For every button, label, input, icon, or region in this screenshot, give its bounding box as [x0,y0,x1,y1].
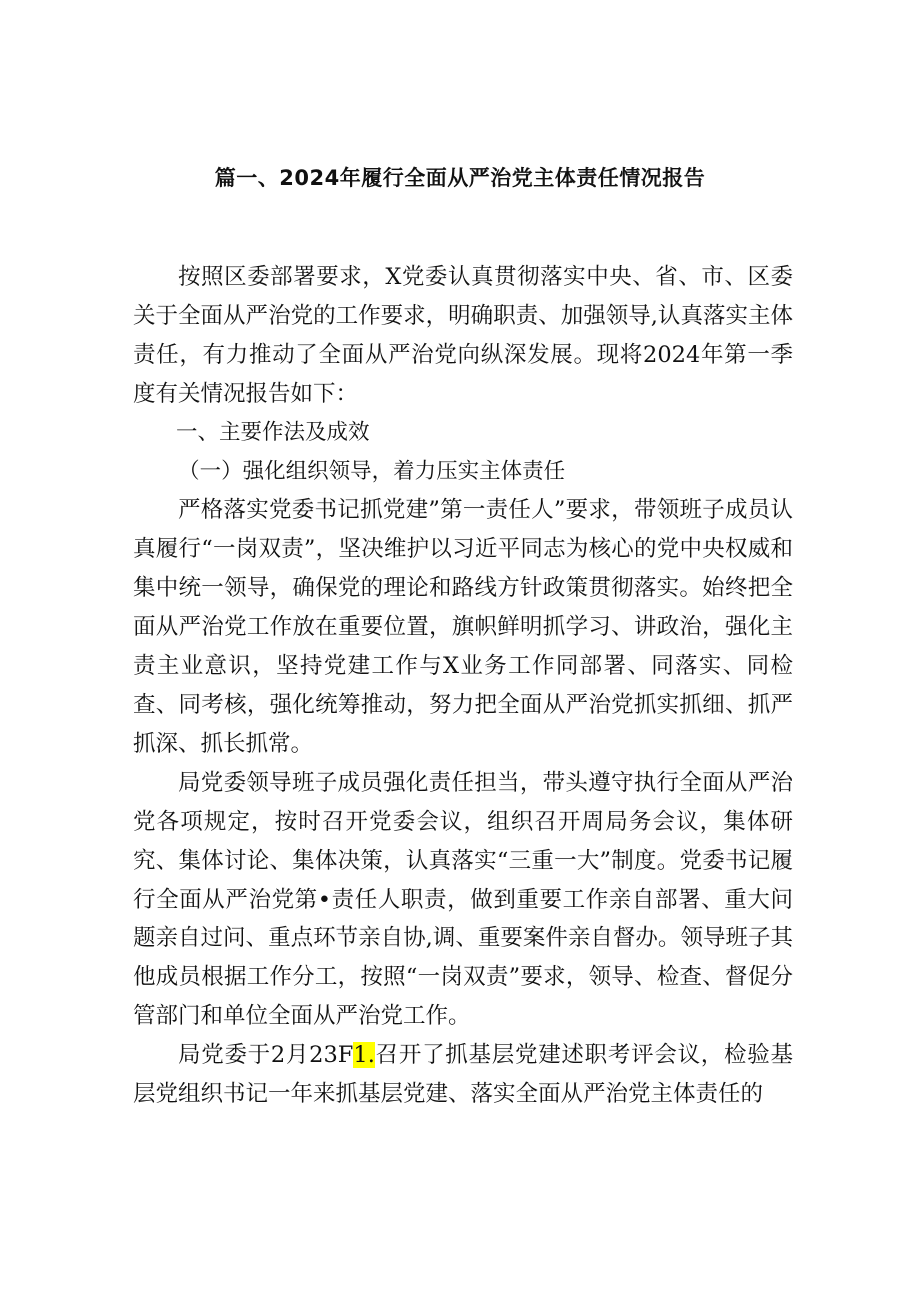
paragraph-3-text-end: 召开了抓基层党建述职考评会议，检验基层党组织书记一年来抓基层党建、落实全面从严治党主体责任的 [133,1042,793,1108]
intro-paragraph: 按照区委部署要求，X党委认真贯彻落实中央、省、市、区委关于全面从严治党的工作要求，明确职责、加强领导,认真落实主体责任，有力推动了全面从严治党向纵深发展。现将2024年第一季度有关情况报告如下： [133,264,793,407]
body-paragraph-2: 局党委领导班子成员强化责任担当，带头遵守执行全面从严治党各项规定，按时召开党委会议，组织召开周局务会议，集体研究、集体讨论、集体决策，认真落实“三重一大”制度。党委书记履行全面从严治党第•责任人职责，做到重要工作亲自部署、重大问题亲自过问、重点环节亲自协,调、重要案件亲自督办。领导班子其他成员根据工作分工，按照“一岗双责”要求，领导、检查、督促分管部门和单位全面从严治党工作。 [133,769,793,1030]
body-paragraph-3 [133,1036,793,1114]
body-paragraph-1: 严格落实党委书记抓党建”第一责任人”要求，带领班子成员认真履行“一岗双责”，坚决维护以习近平同志为核心的党中央权威和集中统一领导，确保党的理论和路线方针政策贯彻落实。始终把全面从严治党工作放在重要位置，旗帜鲜明抓学习、讲政治，强化主责主业意识，坚持党建工作与X业务工作同部署、同落实、同检查、同考核，强化统筹推动，努力把全面从严治党抓实抓细、抓严抓深、抓长抓常。 [133,497,793,757]
document-body [133,258,793,1114]
document-title: 篇一、2024年履行全面从严治党主体责任情况报告 [214,166,706,190]
highlighted-text: 1. [353,1042,375,1069]
subsection-heading: （一）强化组织领导，着力压实主体责任 [178,458,566,484]
paragraph-3-text-start: 局党委于2月23F [178,1042,354,1069]
section-heading: 一、主要作法及成效 [176,419,370,445]
